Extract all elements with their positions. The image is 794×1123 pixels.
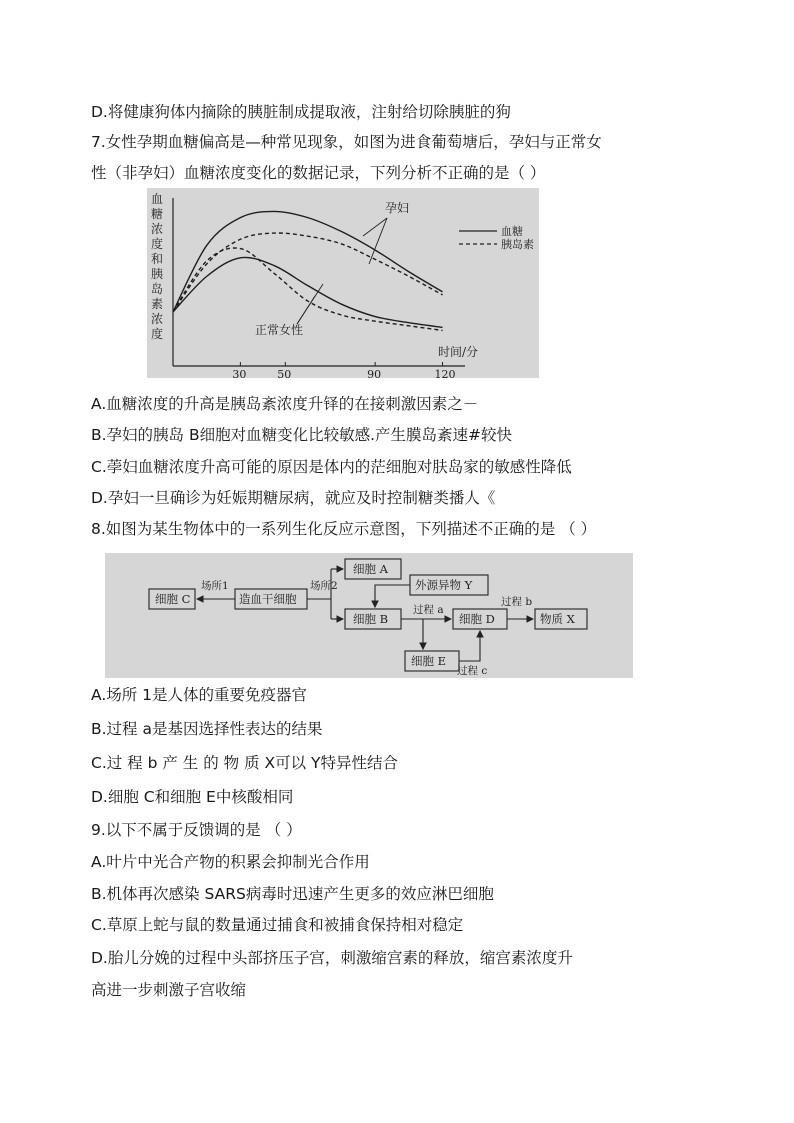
- diagram-hsc: 造血干细胞: [239, 592, 297, 606]
- q7-stem-line1: 7.女性孕期血糖偏高是—种常见现象，如图为进食葡萄塘后，孕妇与正常女: [91, 133, 602, 151]
- x-tick-label: 50: [277, 368, 292, 378]
- q7-option-b: B.孕妇的胰岛 B细胞对血糖变化比较敏感.产生膜岛紊速#较快: [91, 426, 513, 444]
- q7-option-c: C.荸妇血糖浓度升高可能的原因是体内的茫细胞对肤岛家的敏感性降低: [91, 458, 572, 476]
- q9-option-b: B.机体再次感染 SARS病毒时迅速产生更多的效应淋巴细胞: [91, 885, 494, 903]
- curve-pregnant-insulin: [173, 233, 443, 312]
- q9-option-d-line1: D.胎儿分娩的过程中头部挤压子宫，刺激缩宫素的释放，缩宫素浓度升: [91, 949, 573, 967]
- q8-option-c: C.过 程 b 产 生 的 物 质 X可以 Y特异性结合: [91, 754, 399, 772]
- q7-stem-line2: 性（非孕妇）血糖浓度变化的数据记录，下列分析不正确的是（ ）: [91, 164, 546, 182]
- diagram-substance-x: 物质 X: [540, 612, 575, 626]
- diagram-canvas: [105, 553, 633, 678]
- label-pregnant: 孕妇: [385, 201, 410, 215]
- q7-option-a: A.血糖浓度的升高是胰岛紊浓度升铎的在接刺激因素之－: [91, 395, 479, 413]
- pointer-normal-2: [297, 284, 323, 324]
- diagram-cell-b: 细胞 B: [353, 612, 389, 626]
- q8-option-d: D.细胞 C和细胞 E中核酸相同: [91, 788, 294, 806]
- q8-option-a: A.场所 1是人体的重要免疫器官: [91, 686, 308, 704]
- diagram-antigen-y: 外源异物 Y: [415, 578, 473, 592]
- legend-insulin: 胰岛素: [501, 238, 534, 251]
- diagram-process-c: 过程 c: [457, 665, 488, 677]
- diagram-process-b: 过程 b: [501, 596, 533, 608]
- diagram-process-a: 过程 a: [413, 604, 444, 616]
- diagram-site2: 场所2: [310, 580, 338, 592]
- q8-stem: 8.如图为某生物体中的一系列生化反应示意图，下列描述不正确的是 （ ）: [91, 520, 597, 538]
- diagram-site1: 场所1: [201, 580, 229, 592]
- label-normal: 正常女性: [255, 323, 304, 337]
- x-axis-label: 时间/分: [438, 345, 479, 359]
- x-tick-label: 30: [232, 368, 247, 378]
- q9-option-c: C.草原上蛇与鼠的数量通过捕食和被捕食保持相对稳定: [91, 916, 464, 934]
- x-tick-label: 90: [367, 368, 382, 378]
- curve-pregnant-glucose: [173, 211, 443, 311]
- q6-option-d: D.将健康狗体内摘除的胰脏制成提取液，注射给切除胰脏的狗: [91, 103, 511, 121]
- curve-normal-insulin: [173, 248, 443, 330]
- immune-cell-diagram: [105, 553, 633, 678]
- q8-option-b: B.过程 a是基因选择性表达的结果: [91, 720, 323, 738]
- y-axis-label: 血糖浓度和胰岛素浓度: [150, 192, 163, 341]
- q9-option-d-line2: 高进一步刺激子宫收缩: [91, 981, 247, 999]
- x-tick-label: 120: [434, 368, 456, 378]
- diagram-cell-a: 细胞 A: [353, 562, 388, 576]
- glucose-insulin-chart: [147, 188, 539, 378]
- diagram-cell-e: 细胞 E: [411, 654, 447, 668]
- q9-stem: 9.以下不属于反馈调的是 （ ）: [91, 821, 302, 839]
- diagram-cell-c: 细胞 C: [155, 592, 191, 606]
- q9-option-a: A.叶片中光合产物的积累会抑制光合作用: [91, 853, 370, 871]
- legend-glucose: 血糖: [501, 225, 523, 238]
- chart-canvas: [147, 188, 539, 378]
- diagram-cell-d: 细胞 D: [459, 612, 495, 626]
- q7-option-d: D.孕妇一旦确诊为妊娠期糖尿病，就应及时控制糖类播人《: [91, 489, 496, 507]
